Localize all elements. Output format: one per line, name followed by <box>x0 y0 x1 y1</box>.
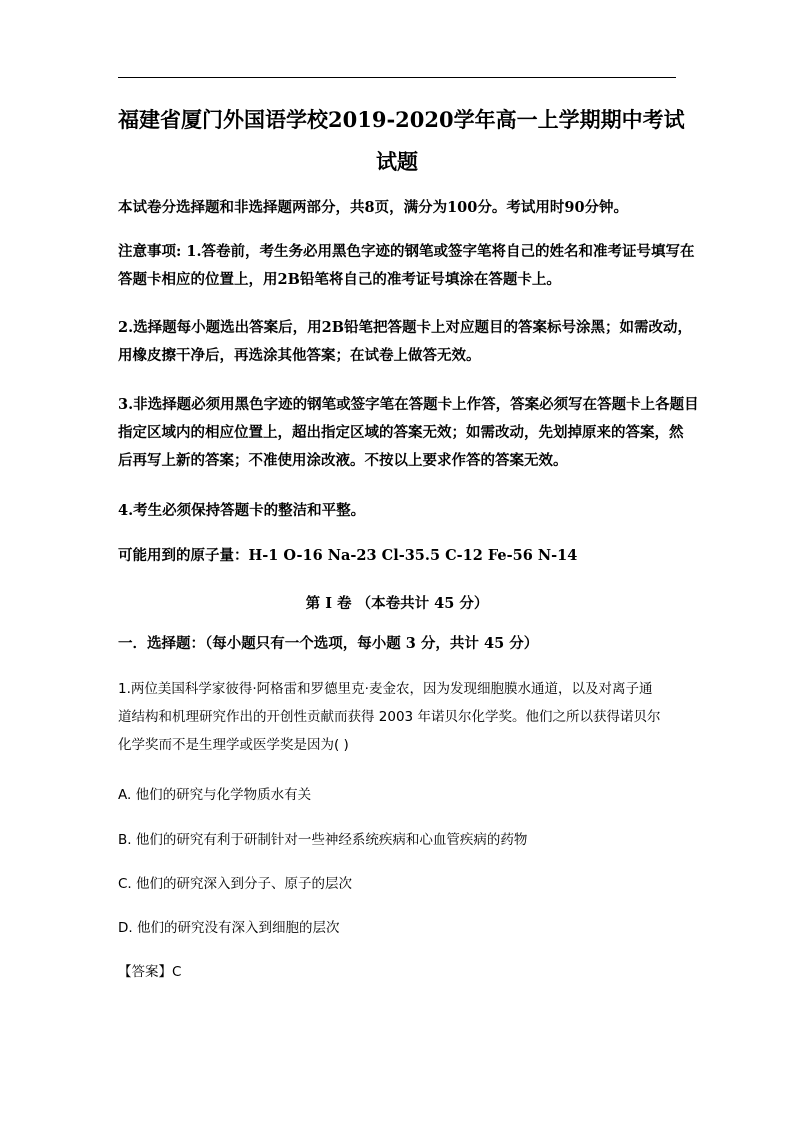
option-a-text: A. 他们的研究与化学物质水有关 <box>118 787 312 803</box>
volume-title: 第 I 卷 （本卷共计 45 分） <box>305 595 489 612</box>
note-2-line-2: 用橡皮擦干净后，再选涂其他答案；在试卷上做答无效。 <box>118 347 481 364</box>
question-1-line-3: 化学奖而不是生理学或医学奖是因为( ) <box>118 737 349 753</box>
question-1-line-2: 道结构和机理研究作出的开创性贡献而获得 2003 年诺贝尔化学奖。他们之所以获得诺贝尔 <box>118 709 661 725</box>
question-1-answer <box>118 958 683 986</box>
header-rule <box>118 77 676 78</box>
question-1-option-a <box>118 781 683 809</box>
question-1-line-1: 1.两位美国科学家彼得·阿格雷和罗德里克·麦金农，因为发现细胞膜水通道，以及对离子通 <box>118 681 653 697</box>
note-4 <box>118 497 683 525</box>
note-1 <box>118 238 695 294</box>
note-4-line-1: 4.考生必须保持答题卡的整洁和平整。 <box>118 502 366 519</box>
note-3-line-2: 指定区域内的相应位置上，超出指定区域的答案无效；如需改动，先划掉原来的答案，然 <box>118 424 684 441</box>
atomic-mass-text: 可能用到的原子量：H-1 O-16 Na-23 Cl-35.5 C-12 Fe-56 N-14 <box>118 547 578 564</box>
question-1-stem <box>118 675 683 759</box>
question-1-option-b <box>118 826 683 854</box>
section-title-text: 一．选择题：（每小题只有一个选项，每小题 3 分，共计 45 分） <box>118 635 539 652</box>
note-1-line-2: 答题卡相应的位置上，用2B铅笔将自己的准考证号填涂在答题卡上。 <box>118 271 561 288</box>
section-title <box>118 630 683 658</box>
question-1-option-c <box>118 870 683 898</box>
note-3 <box>118 391 699 475</box>
intro-text: 本试卷分选择题和非选择题两部分，共8页，满分为100分。考试用时90分钟。 <box>118 199 629 216</box>
intro-paragraph <box>118 194 683 222</box>
answer-text: 【答案】C <box>118 964 182 980</box>
option-d-text: D. 他们的研究没有深入到细胞的层次 <box>118 920 340 936</box>
note-2 <box>118 314 692 370</box>
document-title-line1: 福建省厦门外国语学校2019-2020学年高一上学期期中考试 <box>118 107 685 132</box>
note-3-line-1: 3.非选择题必须用黑色字迹的钢笔或签字笔在答题卡上作答，答案必须写在答题卡上各题目 <box>118 396 699 413</box>
note-2-line-1: 2.选择题每小题选出答案后，用2B铅笔把答题卡上对应题目的答案标号涂黑；如需改动， <box>118 319 692 336</box>
document-title-line2: 试题 <box>376 149 418 174</box>
option-c-text: C. 他们的研究深入到分子、原子的层次 <box>118 876 353 892</box>
atomic-mass-line <box>118 542 683 570</box>
note-3-line-3: 后再写上新的答案；不准使用涂改液。不按以上要求作答的答案无效。 <box>118 452 568 469</box>
note-1-line-1: 注意事项: 1.答卷前，考生务必用黑色字迹的钢笔或签字笔将自己的姓名和准考证号填写在 <box>118 243 695 260</box>
question-1-option-d <box>118 914 683 942</box>
option-b-text: B. 他们的研究有利于研制针对一些神经系统疾病和心血管疾病的药物 <box>118 832 528 848</box>
